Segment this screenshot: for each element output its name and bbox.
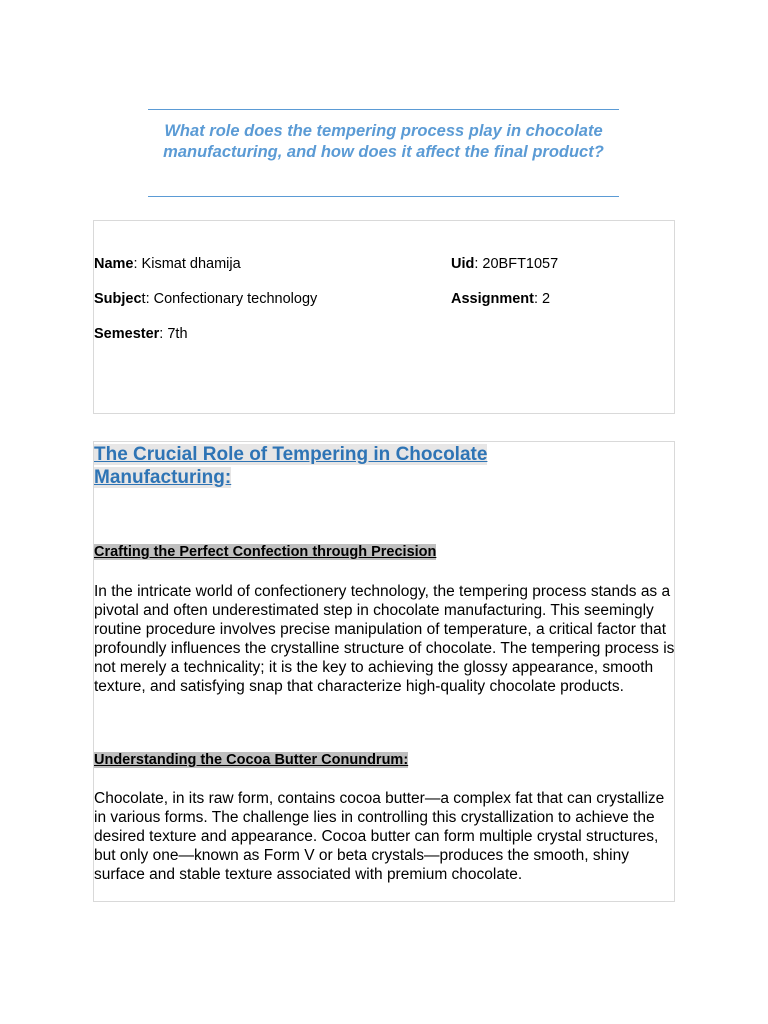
name-label: Name	[94, 256, 134, 272]
main-heading-line-1: The Crucial Role of Tempering in Chocolate	[94, 444, 488, 465]
section-paragraph-cocoa-butter: Chocolate, in its raw form, contains cocoa butter—a complex fat that can crystallize in various forms. The challenge lies in controlling this crystallization to achieve the desired texture and appearance. Cocoa butter can form multiple crystal structures, but only one—known as Form V or beta crystals—produces the smooth, shiny surface and stable texture associated with premium chocolate.	[94, 790, 665, 883]
section-heading-crafting	[94, 543, 436, 562]
main-heading-line-2: Manufacturing:	[94, 467, 232, 488]
name-field	[94, 255, 241, 273]
section-heading-crafting-text: Crafting the Perfect Confection through Precision	[94, 544, 437, 560]
essay-content-box	[93, 441, 675, 902]
name-value: : Kismat dhamija	[133, 256, 241, 272]
semester-field	[94, 325, 188, 343]
subject-value: t: Confectionary technology	[141, 291, 318, 307]
assignment-label: Assignment	[451, 291, 534, 307]
title-bottom-rule	[148, 196, 619, 197]
assignment-value: : 2	[534, 291, 551, 307]
main-heading	[94, 443, 487, 489]
uid-value: : 20BFT1057	[474, 256, 559, 272]
section-heading-cocoa-butter	[94, 751, 408, 770]
semester-value: : 7th	[159, 326, 188, 342]
student-info-box	[93, 220, 675, 414]
section-heading-cocoa-butter-text: Understanding the Cocoa Butter Conundrum:	[94, 752, 409, 768]
section-paragraph-intro: In the intricate world of confectionery technology, the tempering process stands as a pivotal and often underestimated step in chocolate manufacturing. This seemingly routine procedure involves precise manipulation of temperature, a critical factor that profoundly influences the crystalline structure of chocolate. The tempering process is not merely a technicality; it is the key to achieving the glossy appearance, smooth texture, and satisfying snap that characterize high-quality chocolate products.	[94, 583, 675, 695]
assignment-field	[451, 290, 550, 308]
subject-field	[94, 290, 317, 308]
uid-field	[451, 255, 558, 273]
question-title: What role does the tempering process play in chocolate manufacturing, and how does it affect the final product?	[163, 122, 604, 161]
title-top-rule	[148, 109, 619, 110]
semester-label: Semester	[94, 326, 160, 342]
uid-label: Uid	[451, 256, 475, 272]
subject-label: Subjec	[94, 291, 142, 307]
